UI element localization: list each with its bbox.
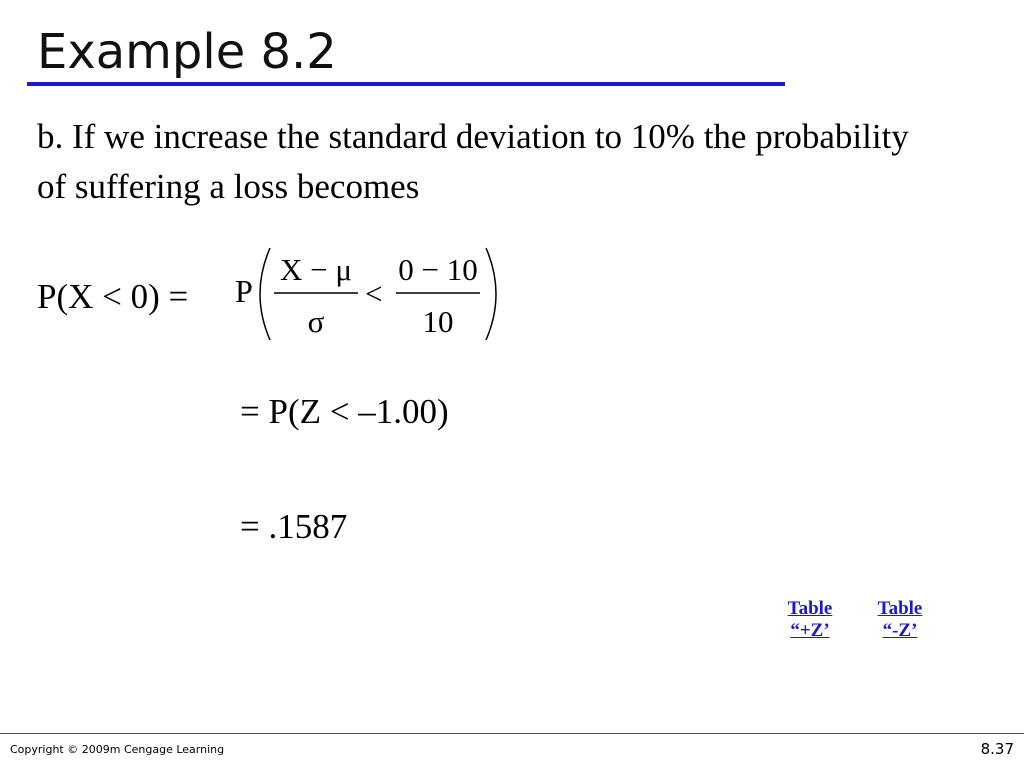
z-probability-step: = P(Z < –1.00) [240,392,449,431]
formula-numerator-right: 0 − 10 [398,252,478,287]
left-paren [260,248,270,340]
table-plus-z-link[interactable] [772,598,848,642]
slide-title: Example 8.2 [37,24,337,80]
probability-lhs: P(X < 0) = [37,277,189,316]
problem-statement: b. If we increase the standard deviation to 10% the probability of suffering a loss becomes [37,117,909,206]
slide-number: 8.37 [980,740,1014,758]
copyright-notice: Copyright © 2009m Cengage Learning [10,743,225,756]
standardization-formula [230,240,510,350]
title-underline [27,82,785,86]
formula-numerator-left: X − μ [280,252,352,287]
table-plus-z-line2: “+Z’ [790,620,830,641]
right-paren [486,248,496,340]
table-minus-z-line2: “-Z’ [882,620,918,641]
formula-denominator-left: σ [307,304,325,339]
formula-p: P [235,273,253,309]
table-minus-z-link[interactable] [862,598,938,642]
formula-less-than: < [365,276,383,311]
footer-divider [0,733,1024,734]
table-minus-z-line1: Table [877,598,923,619]
table-plus-z-line1: Table [787,598,833,619]
formula-denominator-right: 10 [422,304,454,339]
probability-result: = .1587 [240,507,348,546]
